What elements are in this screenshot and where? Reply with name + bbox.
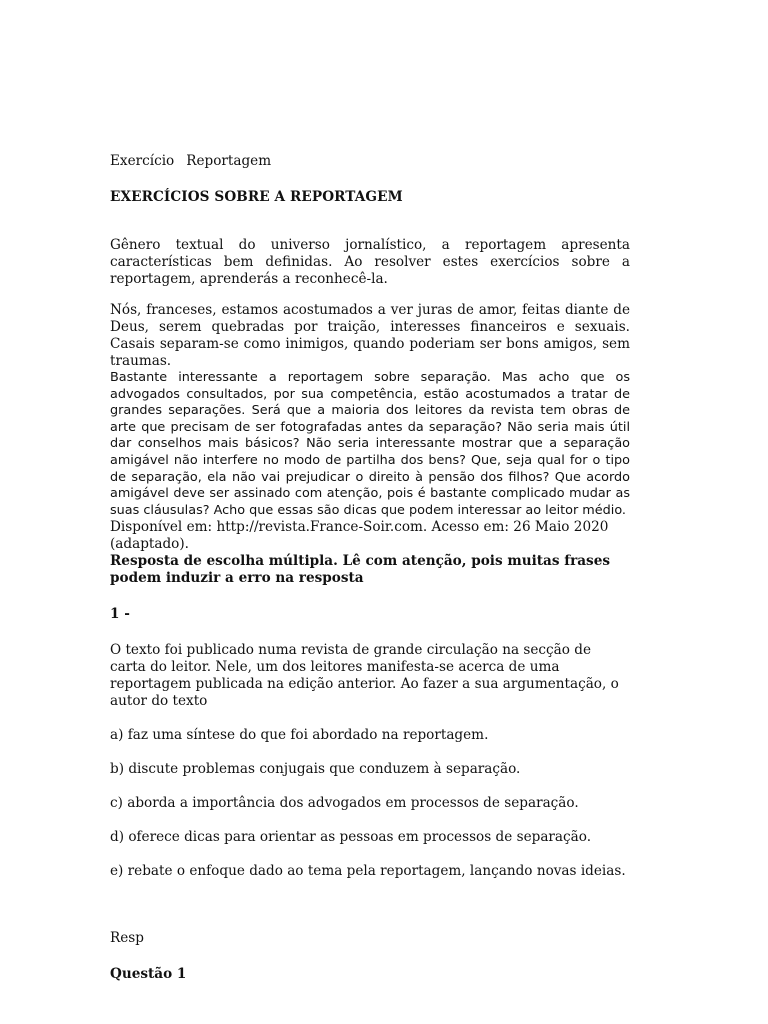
option-e: e) rebate o enfoque dado ao tema pela reportagem, lançando novas ideias. xyxy=(110,863,626,880)
header-label-left: Exercício xyxy=(110,153,175,169)
questao-label: Questão 1 xyxy=(110,966,187,983)
resp-label: Resp xyxy=(110,930,144,947)
letter-paragraph-1: Nós, franceses, estamos acostumados a ver juras de amor, feitas diante de Deus, serem quebradas por traição, interesses financeiros e sexuais. Casais separam-se como inimigos, quando poderiam ser bons amigos, sem traumas. xyxy=(110,302,630,369)
option-d: d) oferece dicas para orientar as pessoas em processos de separação. xyxy=(110,829,592,846)
instruction-text: Resposta de escolha múltipla. Lê com atenção, pois muitas frases podem induzir a erro na resposta xyxy=(110,553,611,587)
document-body xyxy=(110,151,630,983)
option-a: a) faz uma síntese do que foi abordado na reportagem. xyxy=(110,727,489,744)
option-c: c) aborda a importância dos advogados em processos de separação. xyxy=(110,795,579,812)
letter-paragraph-2: Bastante interessante a reportagem sobre separação. Mas acho que os advogados consultados, por sua competência, estão acostumados a tratar de grandes separações. Será que a maioria dos leitores da revista tem obras de arte que precisam de ser fotografadas antes da separação? Não seria mais útil dar conselhos mais básicos? Não seria interessante mostrar que a separação amigável não interfere no modo de partilha dos bens? Que, seja qual for o tipo de separação, ela não vai prejudicar o direito à pensão dos filhos? Que acordo amigável deve ser assinado com atenção, pois é bastante complicado mudar as suas cláusulas? Acho que essas são dicas que podem interessar ao leitor médio. xyxy=(110,370,630,518)
question-number: 1 - xyxy=(110,606,130,623)
intro-paragraph: Gênero textual do universo jornalístico, a reportagem apresenta características bem definidas. Ao resolver estes exercícios sobre a reportagem, aprenderás a reconhecê-la. xyxy=(110,237,630,287)
question-stem: O texto foi publicado numa revista de grande circulação na secção de carta do leitor. Nele, um dos leitores manifesta-se acerca de uma reportagem publicada na edição anterior. Ao fazer a sua argumentação, o autor do texto xyxy=(110,642,619,710)
header-line xyxy=(110,151,630,171)
option-b: b) discute problemas conjugais que conduzem à separação. xyxy=(110,761,521,778)
header-label-right: Reportagem xyxy=(186,153,272,169)
document-title: EXERCÍCIOS SOBRE A REPORTAGEM xyxy=(110,189,403,205)
source-citation: Disponível em: http://revista.France-Soir.com. Acesso em: 26 Maio 2020 (adaptado). xyxy=(110,519,609,553)
